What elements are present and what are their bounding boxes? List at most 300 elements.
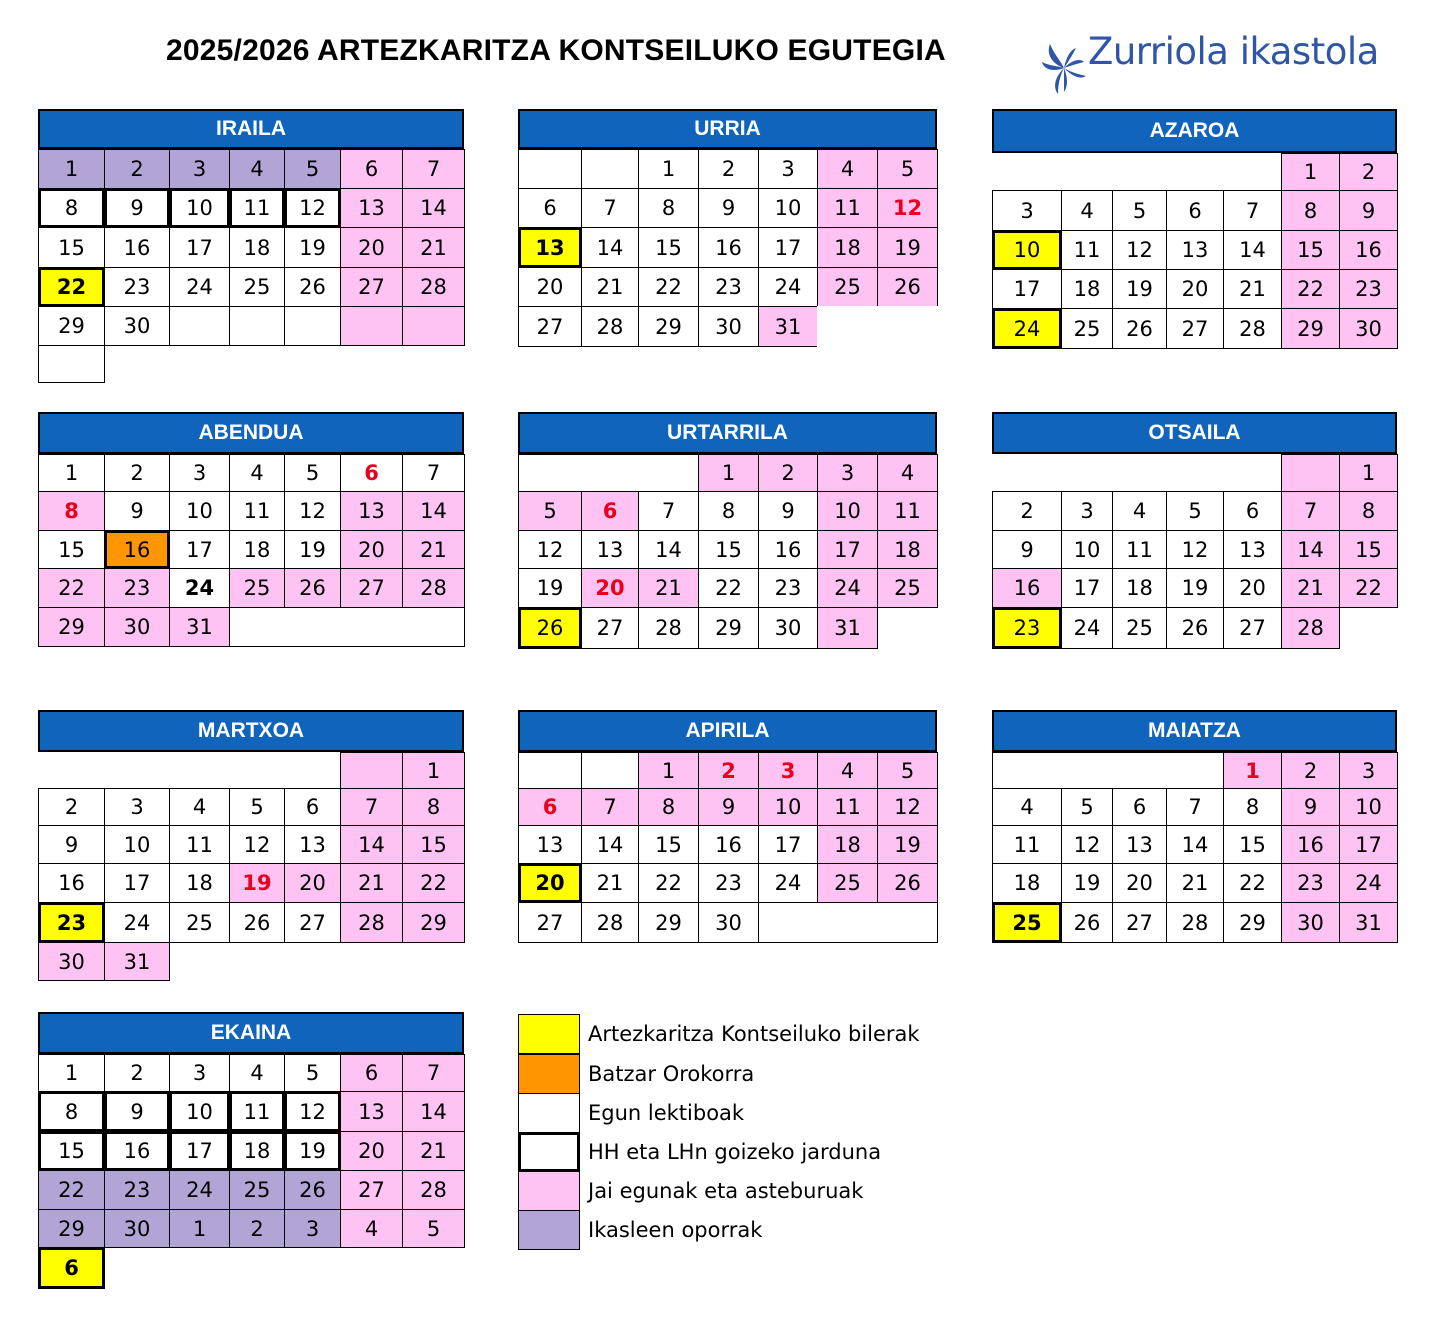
day-cell: 28: [402, 568, 465, 608]
day-cell: 6: [581, 491, 639, 531]
day-cell: 4: [340, 1209, 403, 1248]
day-cell: 9: [104, 188, 170, 228]
day-cell: 21: [402, 227, 465, 268]
day-cell: 11: [169, 825, 230, 864]
day-cell: 27: [1223, 607, 1282, 649]
legend-swatch-meet: [518, 1014, 580, 1054]
day-cell: 6: [38, 1247, 105, 1289]
day-cell: 28: [402, 1170, 465, 1210]
day-cell: 3: [284, 1209, 341, 1248]
day-cell: 22: [638, 863, 699, 903]
day-cell: 22: [1339, 568, 1398, 608]
day-cell: 19: [284, 1131, 341, 1171]
day-cell: 5: [284, 1054, 341, 1092]
day-cell: 25: [1061, 308, 1113, 349]
day-cell: 21: [1281, 568, 1340, 608]
day-cell: 12: [229, 825, 285, 864]
day-cell: 13: [581, 530, 639, 569]
day-cell: 31: [1339, 902, 1398, 943]
legend-label: Artezkaritza Kontseiluko bilerak: [588, 1022, 920, 1046]
day-cell: 16: [992, 568, 1062, 608]
day-cell: 15: [38, 1131, 105, 1171]
day-cell: 25: [992, 902, 1062, 943]
day-cell: 15: [1223, 825, 1282, 864]
day-cell: 4: [1061, 190, 1113, 231]
day-cell: 23: [104, 1170, 170, 1210]
day-cell: 14: [581, 825, 639, 864]
day-cell: 4: [877, 454, 938, 492]
empty-cell: [1061, 454, 1113, 492]
day-cell: 9: [758, 491, 818, 531]
day-cell: 30: [104, 306, 170, 346]
swirl-logo-icon: [1042, 42, 1086, 94]
day-cell: 14: [638, 530, 699, 569]
day-cell: 25: [877, 568, 938, 608]
day-cell: 26: [284, 267, 341, 307]
day-cell: 29: [638, 902, 699, 943]
day-cell: 1: [638, 752, 699, 789]
day-cell: 20: [340, 227, 403, 268]
day-cell: 21: [402, 530, 465, 569]
day-cell: 20: [340, 1131, 403, 1171]
day-cell: 29: [38, 306, 105, 346]
day-cell: 2: [758, 454, 818, 492]
day-cell: 17: [1339, 825, 1398, 864]
day-cell: 1: [38, 149, 105, 189]
day-cell: 25: [229, 267, 285, 307]
day-cell: 7: [1223, 190, 1282, 231]
day-cell: 4: [1112, 491, 1167, 531]
day-cell: 21: [402, 1131, 465, 1171]
day-cell: 5: [229, 788, 285, 826]
day-cell: 17: [758, 825, 818, 864]
month-header: URTARRILA: [518, 412, 937, 454]
day-cell: 8: [1281, 190, 1340, 231]
day-cell: 12: [284, 188, 341, 228]
day-cell: 5: [1112, 190, 1167, 231]
day-cell: 29: [38, 1209, 105, 1248]
day-cell: 23: [104, 568, 170, 608]
day-cell: 3: [1061, 491, 1113, 531]
day-cell: 10: [758, 788, 818, 826]
legend-label: Egun lektiboak: [588, 1101, 745, 1125]
day-cell: 3: [169, 149, 230, 189]
empty-cell: [1166, 454, 1224, 492]
day-cell: 6: [1166, 190, 1224, 231]
day-cell: 25: [229, 1170, 285, 1210]
day-cell: 18: [1061, 269, 1113, 309]
day-cell: 1: [1223, 752, 1282, 789]
day-cell: 20: [1223, 568, 1282, 608]
day-cell: 20: [518, 267, 582, 307]
day-cell: 5: [284, 454, 341, 492]
day-cell: 27: [340, 267, 403, 307]
day-cell: 30: [104, 607, 170, 647]
day-cell: 3: [992, 190, 1062, 231]
day-cell: 26: [284, 1170, 341, 1210]
day-cell: 24: [992, 308, 1062, 349]
day-cell: 9: [1281, 788, 1340, 826]
day-cell: 11: [229, 1091, 285, 1132]
day-cell: 19: [284, 227, 341, 268]
day-cell: 26: [877, 267, 938, 307]
day-cell: 6: [340, 454, 403, 492]
day-cell: 16: [698, 825, 759, 864]
legend-label: Ikasleen oporrak: [588, 1218, 763, 1242]
day-cell: 25: [229, 568, 285, 608]
day-cell: 27: [1112, 902, 1167, 943]
day-cell: 10: [169, 188, 230, 228]
day-cell: 6: [340, 149, 403, 189]
day-cell: 2: [698, 149, 759, 189]
empty-cell: [38, 752, 105, 789]
day-cell: 3: [1339, 752, 1398, 789]
day-cell: 5: [877, 752, 938, 789]
day-cell: 4: [229, 454, 285, 492]
legend-swatch-vac: [518, 1210, 580, 1250]
day-cell: 27: [1166, 308, 1224, 349]
day-cell: 11: [817, 188, 878, 228]
day-cell: 18: [1112, 568, 1167, 608]
empty-cell: [1166, 153, 1224, 191]
day-cell: 15: [402, 825, 465, 864]
day-cell: 27: [518, 902, 582, 943]
day-cell: 2: [229, 1209, 285, 1248]
empty-cell: [229, 306, 285, 346]
day-cell: 23: [38, 902, 105, 943]
day-cell: 2: [1339, 153, 1398, 191]
day-cell: 13: [1112, 825, 1167, 864]
day-cell: 12: [877, 788, 938, 826]
day-cell: 10: [1061, 530, 1113, 569]
day-cell: 19: [1112, 269, 1167, 309]
day-cell: 23: [992, 607, 1062, 649]
day-cell: 18: [992, 863, 1062, 903]
day-cell: 3: [169, 454, 230, 492]
day-cell: 27: [340, 1170, 403, 1210]
legend-label: HH eta LHn goizeko jarduna: [588, 1140, 882, 1164]
legend-label: Jai egunak eta asteburuak: [588, 1179, 864, 1203]
day-cell: 9: [992, 530, 1062, 569]
day-cell: 30: [1339, 308, 1398, 349]
day-cell: 7: [1281, 491, 1340, 531]
day-cell: 21: [581, 267, 639, 307]
day-cell: 30: [1281, 902, 1340, 943]
empty-cell: [518, 149, 582, 189]
day-cell: 2: [698, 752, 759, 789]
day-cell: 28: [581, 902, 639, 943]
day-cell: 21: [340, 863, 403, 903]
day-cell: 7: [340, 788, 403, 826]
day-cell: 8: [38, 491, 105, 531]
day-cell: 17: [992, 269, 1062, 309]
day-cell: 24: [169, 1170, 230, 1210]
day-cell: 28: [402, 267, 465, 307]
day-cell: 25: [817, 267, 878, 307]
day-cell: 13: [1166, 230, 1224, 270]
day-cell: 9: [104, 1091, 170, 1132]
day-cell: 5: [402, 1209, 465, 1248]
day-cell: 12: [284, 491, 341, 531]
legend-swatch-asm: [518, 1054, 580, 1094]
day-cell: 21: [1166, 863, 1224, 903]
day-cell: 1: [402, 752, 465, 789]
day-cell: 30: [38, 942, 105, 981]
logo-text: Zurriola ikastola: [1088, 30, 1379, 73]
day-cell: 6: [1112, 788, 1167, 826]
day-cell: 9: [698, 188, 759, 228]
day-cell: 10: [169, 491, 230, 531]
day-cell: 6: [518, 788, 582, 826]
day-cell: 10: [104, 825, 170, 864]
logo: [1042, 30, 1392, 102]
day-cell: 15: [638, 227, 699, 268]
day-cell: 10: [758, 188, 818, 228]
day-cell: 19: [1166, 568, 1224, 608]
empty-cell: [38, 345, 105, 383]
empty-cell: [518, 454, 699, 492]
day-cell: 18: [817, 825, 878, 864]
day-cell: 5: [284, 149, 341, 189]
day-cell: 23: [1339, 269, 1398, 309]
day-cell: 23: [1281, 863, 1340, 903]
day-cell: 14: [402, 188, 465, 228]
day-cell: 11: [1112, 530, 1167, 569]
empty-cell: [581, 149, 639, 189]
month-header: MARTXOA: [38, 710, 464, 752]
day-cell: 1: [38, 1054, 105, 1092]
day-cell: 31: [104, 942, 170, 981]
empty-cell: [340, 752, 403, 789]
empty-cell: [1112, 153, 1167, 191]
day-cell: 11: [229, 491, 285, 531]
day-cell: 8: [38, 188, 105, 228]
empty-cell: [229, 752, 285, 789]
day-cell: 28: [1223, 308, 1282, 349]
day-cell: 3: [758, 752, 818, 789]
day-cell: 13: [518, 227, 582, 268]
day-cell: 17: [758, 227, 818, 268]
day-cell: 31: [169, 607, 230, 647]
day-cell: 4: [817, 149, 878, 189]
day-cell: 14: [340, 825, 403, 864]
day-cell: 16: [758, 530, 818, 569]
day-cell: 6: [340, 1054, 403, 1092]
day-cell: 8: [638, 188, 699, 228]
day-cell: 13: [340, 491, 403, 531]
day-cell: 8: [38, 1091, 105, 1132]
day-cell: 17: [104, 863, 170, 903]
day-cell: 5: [1166, 491, 1224, 531]
empty-cell: [817, 306, 938, 347]
day-cell: 29: [38, 607, 105, 647]
day-cell: 1: [698, 454, 759, 492]
day-cell: 22: [638, 267, 699, 307]
day-cell: 14: [1166, 825, 1224, 864]
day-cell: 22: [1281, 269, 1340, 309]
day-cell: 21: [638, 568, 699, 608]
day-cell: 9: [698, 788, 759, 826]
day-cell: 16: [1281, 825, 1340, 864]
day-cell: 23: [698, 267, 759, 307]
day-cell: 25: [169, 902, 230, 943]
day-cell: 8: [402, 788, 465, 826]
day-cell: 14: [402, 491, 465, 531]
empty-cell: [1112, 454, 1167, 492]
day-cell: 26: [229, 902, 285, 943]
day-cell: 24: [758, 863, 818, 903]
day-cell: 18: [169, 863, 230, 903]
day-cell: 5: [518, 491, 582, 531]
empty-cell: [1223, 153, 1282, 191]
day-cell: 3: [169, 1054, 230, 1092]
day-cell: 10: [817, 491, 878, 531]
day-cell: 19: [877, 825, 938, 864]
day-cell: 15: [38, 530, 105, 569]
day-cell: 15: [638, 825, 699, 864]
day-cell: 24: [758, 267, 818, 307]
empty-cell: [104, 752, 170, 789]
page-title: 2025/2026 ARTEZKARITZA KONTSEILUKO EGUTEGIA: [166, 34, 946, 67]
day-cell: 19: [229, 863, 285, 903]
day-cell: 19: [877, 227, 938, 268]
empty-cell: [992, 752, 1224, 789]
day-cell: 14: [581, 227, 639, 268]
day-cell: 7: [402, 1054, 465, 1092]
day-cell: 9: [38, 825, 105, 864]
day-cell: 14: [402, 1091, 465, 1132]
day-cell: 3: [758, 149, 818, 189]
day-cell: 15: [1339, 530, 1398, 569]
day-cell: 31: [817, 607, 878, 649]
day-cell: 24: [169, 267, 230, 307]
day-cell: 23: [758, 568, 818, 608]
day-cell: 19: [284, 530, 341, 569]
day-cell: 7: [402, 454, 465, 492]
day-cell: 26: [1112, 308, 1167, 349]
day-cell: 17: [169, 1131, 230, 1171]
day-cell: 29: [1223, 902, 1282, 943]
day-cell: 7: [581, 788, 639, 826]
day-cell: 25: [1112, 607, 1167, 649]
empty-cell: [402, 306, 465, 346]
day-cell: 9: [1339, 190, 1398, 231]
day-cell: 26: [1061, 902, 1113, 943]
month-header: APIRILA: [518, 710, 937, 752]
day-cell: 6: [284, 788, 341, 826]
day-cell: 17: [169, 530, 230, 569]
day-cell: 12: [284, 1091, 341, 1132]
empty-cell: [581, 752, 639, 789]
day-cell: 15: [698, 530, 759, 569]
month-header: EKAINA: [38, 1012, 464, 1054]
day-cell: 30: [758, 607, 818, 649]
day-cell: 8: [1339, 491, 1398, 531]
day-cell: 16: [1339, 230, 1398, 270]
day-cell: 8: [698, 491, 759, 531]
day-cell: 22: [698, 568, 759, 608]
day-cell: 2: [104, 454, 170, 492]
day-cell: 12: [1112, 230, 1167, 270]
day-cell: 13: [284, 825, 341, 864]
day-cell: 13: [518, 825, 582, 864]
empty-cell: [1061, 153, 1113, 191]
day-cell: 10: [169, 1091, 230, 1132]
day-cell: 1: [1281, 153, 1340, 191]
day-cell: 24: [104, 902, 170, 943]
day-cell: 18: [229, 1131, 285, 1171]
day-cell: 2: [1281, 752, 1340, 789]
day-cell: 30: [698, 902, 759, 943]
day-cell: 29: [1281, 308, 1340, 349]
day-cell: 15: [1281, 230, 1340, 270]
day-cell: 27: [581, 607, 639, 649]
day-cell: 22: [1223, 863, 1282, 903]
empty-cell: [284, 306, 341, 346]
day-cell: 4: [817, 752, 878, 789]
legend-swatch-hol: [518, 1171, 580, 1211]
empty-cell: [229, 607, 465, 647]
day-cell: 16: [38, 863, 105, 903]
day-cell: 27: [518, 306, 582, 347]
day-cell: 4: [229, 149, 285, 189]
day-cell: 20: [284, 863, 341, 903]
day-cell: 23: [698, 863, 759, 903]
day-cell: 7: [638, 491, 699, 531]
day-cell: 18: [817, 227, 878, 268]
day-cell: 14: [1223, 230, 1282, 270]
day-cell: 22: [38, 1170, 105, 1210]
empty-cell: [340, 306, 403, 346]
day-cell: 10: [992, 230, 1062, 270]
day-cell: 20: [340, 530, 403, 569]
day-cell: 18: [229, 530, 285, 569]
empty-cell: [169, 752, 230, 789]
month-header: IRAILA: [38, 109, 464, 149]
day-cell: 26: [284, 568, 341, 608]
empty-cell: [518, 752, 582, 789]
day-cell: 2: [104, 149, 170, 189]
day-cell: 12: [1166, 530, 1224, 569]
empty-cell: [1281, 454, 1340, 492]
day-cell: 7: [1166, 788, 1224, 826]
day-cell: 19: [518, 568, 582, 608]
day-cell: 15: [38, 227, 105, 268]
day-cell: 13: [340, 1091, 403, 1132]
month-header: AZAROA: [992, 109, 1397, 153]
day-cell: 21: [581, 863, 639, 903]
day-cell: 29: [402, 902, 465, 943]
day-cell: 17: [1061, 568, 1113, 608]
day-cell: 31: [758, 306, 818, 347]
day-cell: 24: [1339, 863, 1398, 903]
day-cell: 8: [638, 788, 699, 826]
day-cell: 22: [38, 568, 105, 608]
day-cell: 16: [104, 530, 170, 569]
day-cell: 4: [992, 788, 1062, 826]
legend-swatch-plain: [518, 1093, 580, 1133]
day-cell: 1: [1339, 454, 1398, 492]
day-cell: 4: [229, 1054, 285, 1092]
empty-cell: [992, 153, 1062, 191]
day-cell: 12: [1061, 825, 1113, 864]
day-cell: 11: [1061, 230, 1113, 270]
empty-cell: [169, 306, 230, 346]
day-cell: 3: [104, 788, 170, 826]
day-cell: 1: [169, 1209, 230, 1248]
day-cell: 16: [698, 227, 759, 268]
day-cell: 16: [104, 1131, 170, 1171]
